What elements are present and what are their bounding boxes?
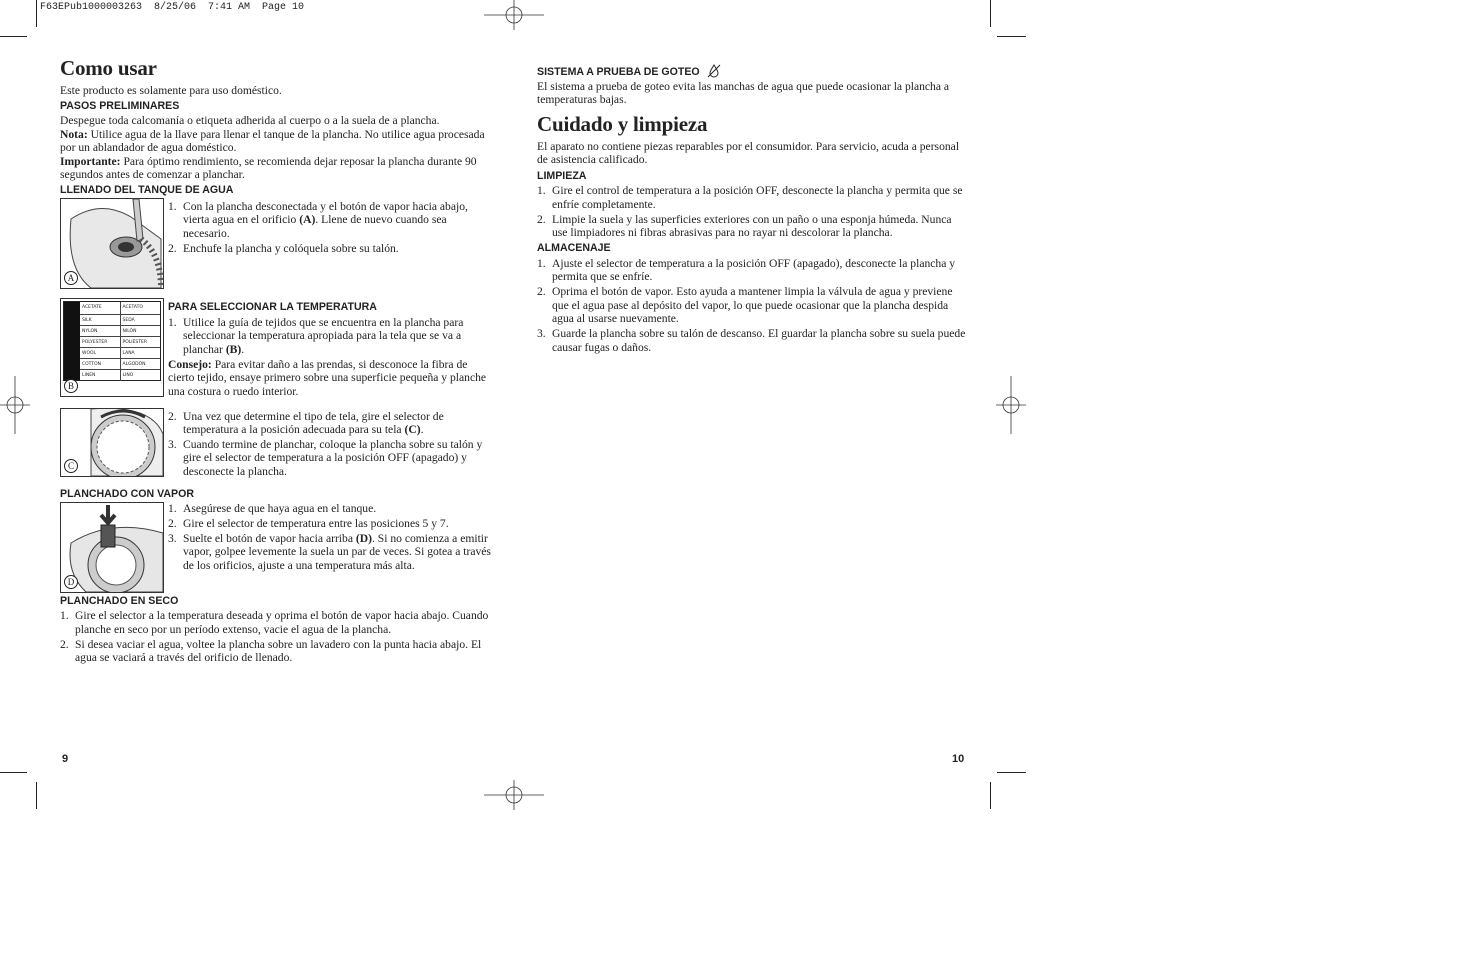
list-text-part: Con la plancha desconectada y el botón de vapor hacia abajo, vierta agua en el orificio	[183, 200, 468, 227]
vapor-block	[60, 502, 491, 593]
page-title-cuidado: Cuidado y limpieza	[537, 111, 708, 136]
registration-mark	[996, 376, 1026, 434]
list-number: 1.	[537, 257, 546, 271]
registration-mark	[484, 0, 544, 30]
list-text	[183, 410, 491, 437]
list-number: 1.	[168, 501, 177, 515]
list-text: Guarde la plancha sobre su talón de descanso. El guardar la plancha sobre su suela puede causar fugas o daños.	[552, 327, 966, 354]
list-text-part: Utilice la guía de tejidos que se encuentra en la plancha para seleccionar la temperatura apropiada para la tela que se va a planchar	[183, 316, 464, 356]
list-number: 2.	[168, 409, 177, 423]
almacenaje-heading: ALMACENAJE	[537, 242, 611, 255]
consejo-label: Consejo:	[168, 357, 212, 371]
figure-label-a: A	[64, 271, 78, 285]
temperatura-block	[60, 298, 491, 398]
fabric-guide	[63, 301, 161, 381]
goteo-heading	[537, 64, 969, 79]
list-number: 2.	[60, 637, 69, 651]
intro-text: Este producto es solamente para uso doméstico.	[60, 84, 282, 97]
list-number: 2.	[168, 241, 177, 255]
list-text	[183, 532, 491, 572]
temperatura-text	[164, 298, 491, 398]
list-text-part: Una vez que determine el tipo de tela, gire el selector de temperatura a la posición adecuada para su tela	[183, 409, 444, 437]
vapor-steps	[164, 502, 491, 574]
list-number: 2.	[537, 285, 546, 299]
fabric-guide-cell: ACETATO	[122, 305, 143, 311]
list-text: Enchufe la plancha y colóquela sobre su talón.	[183, 241, 399, 255]
print-slug: F63EPub1000003263 8/25/06 7:41 AM Page 10	[40, 2, 305, 13]
list-item	[168, 316, 491, 356]
list-item	[537, 257, 969, 284]
list-item	[168, 502, 491, 515]
limpieza-heading: LIMPIEZA	[537, 169, 587, 182]
left-page	[60, 56, 491, 666]
pasos-text: Despegue toda calcomanía o etiqueta adherida al cuerpo o a la suela de a plancha.	[60, 114, 440, 128]
list-text-part: . Si no comienza a emitir vapor, golpee levemente la suela un par de veces. Si gotea a través de los orificios, ajuste a una temperatura más alta.	[183, 531, 491, 572]
list-item	[168, 517, 491, 530]
list-item	[168, 200, 491, 240]
fabric-guide-cell: ACETATE	[80, 302, 121, 313]
goteo-text: El sistema a prueba de goteo evita las manchas de agua que puede ocasionar la plancha a temperaturas bajas.	[537, 80, 950, 107]
list-text	[183, 200, 491, 240]
temperatura-heading: PARA SELECCIONAR LA TEMPERATURA	[168, 301, 377, 314]
list-text-part: Suelte el botón de vapor hacia arriba	[183, 531, 356, 545]
figure-b	[60, 298, 164, 397]
list-text: Ajuste el selector de temperatura a la posición OFF (apagado), desconecte la plancha y permita que se enfríe.	[552, 257, 956, 284]
fabric-guide-cell: POLIÉSTER	[122, 339, 148, 345]
list-item	[60, 609, 491, 636]
cuidado-intro: El aparato no contiene piezas reparables por el consumidor. Para servicio, acuda a personal de asistencia calificado.	[537, 139, 960, 167]
list-text: Gire el selector a la temperatura deseada y oprima el botón de vapor hacia abajo. Cuando planche en seco por un período extenso, vacie el agua de la plancha.	[75, 609, 489, 636]
list-number: 1.	[60, 609, 69, 623]
crop-mark	[997, 36, 1026, 37]
list-text: Oprima el botón de vapor. Esto ayuda a mantener limpia la válvula de agua y previene que el agua pase al depósito del vapor, lo que puede ocasionar que la plancha despida agua al usarse nuevamente.	[552, 285, 953, 326]
vapor-heading: PLANCHADO CON VAPOR	[60, 487, 194, 500]
crop-mark	[990, 0, 991, 27]
fabric-guide-cell: WOOL	[80, 348, 121, 359]
pasos-heading: PASOS PRELIMINARES	[60, 100, 180, 113]
list-text: Asegúrese de que haya agua en el tanque.	[183, 501, 377, 515]
nota-label: Nota:	[60, 127, 88, 141]
list-item	[168, 532, 491, 572]
importante-paragraph	[60, 155, 491, 182]
figure-ref-a: (A)	[299, 213, 316, 227]
importante-label: Importante:	[60, 154, 121, 168]
almacenaje-list	[537, 257, 969, 354]
list-item	[168, 438, 491, 478]
crop-mark	[36, 782, 37, 809]
list-text: Si desea vaciar el agua, voltee la plancha sobre un lavadero con la punta hacia abajo. El agua se vaciará a través del orificio de llenado.	[75, 637, 482, 665]
nota-text: Utilice agua de la llave para llenar el tanque de la plancha. No utilice agua procesada por un ablandador de agua doméstico.	[60, 127, 485, 155]
nota-paragraph	[60, 128, 491, 155]
goteo-heading-text: SISTEMA A PRUEBA DE GOTEO	[537, 66, 700, 78]
crop-mark	[0, 36, 27, 37]
list-text-part: .	[241, 342, 245, 356]
figure-label-c: C	[64, 459, 78, 473]
llenado-block	[60, 198, 491, 289]
anti-drip-icon	[707, 64, 721, 78]
seco-list	[60, 609, 491, 664]
page-number-left: 9	[62, 753, 69, 765]
crop-mark	[0, 772, 27, 773]
list-number: 1.	[168, 200, 177, 214]
list-number: 3.	[537, 327, 546, 341]
fabric-guide-cell: LINO	[122, 373, 134, 379]
llenado-heading: LLENADO DEL TANQUE DE AGUA	[60, 184, 234, 197]
list-item	[60, 638, 491, 665]
fabric-guide-cell: COTTON	[80, 359, 121, 370]
list-item	[168, 410, 491, 437]
fabric-guide-row	[80, 302, 160, 313]
list-number: 3.	[168, 438, 177, 452]
selector-steps	[164, 408, 491, 480]
fabric-guide-cell: NYLON	[80, 326, 121, 337]
fabric-guide-row	[80, 369, 160, 381]
consejo-paragraph	[168, 358, 491, 398]
fabric-guide-cell: LINEN	[80, 370, 121, 381]
importante-text: Para óptimo rendimiento, se recomienda dejar reposar la plancha durante 90 segundos antes de comenzar a planchar.	[60, 154, 477, 182]
list-text: Cuando termine de planchar, coloque la plancha sobre su talón y gire el selector de temperatura a la posición OFF (apagado) y desconecte la plancha.	[183, 438, 483, 478]
figure-d	[60, 502, 164, 593]
list-text-part: . Llene de nuevo cuando sea necesario.	[183, 213, 447, 240]
fabric-guide-cell: NILÓN	[122, 328, 137, 334]
fabric-guide-cell: SEDA	[122, 317, 135, 323]
figure-ref-c: (C)	[404, 423, 421, 437]
list-item	[537, 285, 969, 325]
crop-mark	[990, 782, 991, 809]
registration-mark	[0, 376, 30, 434]
list-text: Gire el control de temperatura a la posición OFF, desconecte la plancha y permita que se enfríe completamente.	[552, 184, 963, 211]
list-text: Gire el selector de temperatura entre las posiciones 5 y 7.	[183, 516, 449, 530]
figure-label-d: D	[64, 575, 78, 589]
limpieza-list	[537, 184, 969, 239]
registration-mark	[484, 780, 544, 810]
list-number: 2.	[168, 516, 177, 530]
crop-mark	[36, 0, 37, 27]
list-number: 1.	[537, 184, 546, 198]
list-item	[537, 184, 969, 211]
list-number: 3.	[168, 531, 177, 545]
list-item	[168, 242, 491, 255]
list-number: 1.	[168, 316, 177, 330]
fabric-guide-rows	[80, 302, 160, 380]
figure-ref-d: (D)	[355, 531, 372, 545]
list-text: Limpie la suela y las superficies exteriores con un paño o una esponja húmeda. Nunca use limpiadores ni fibras abrasivas para no rayar ni descolorar la plancha.	[552, 212, 952, 240]
list-item	[537, 213, 969, 240]
list-item	[537, 327, 969, 354]
right-page	[537, 64, 969, 356]
fabric-guide-cell: POLYESTER	[80, 337, 121, 348]
figure-c	[60, 408, 164, 477]
fabric-guide-cell: SILK	[80, 315, 121, 326]
page-title-como-usar: Como usar	[60, 56, 157, 80]
page-number-right: 10	[952, 753, 965, 765]
list-number: 2.	[537, 212, 546, 226]
consejo-text: Para evitar daño a las prendas, si desconoce la fibra de cierto tejido, ensaye primero sobre una superficie pequeña y planche una costura o ruedo interior.	[168, 357, 487, 398]
list-text	[183, 316, 491, 356]
fabric-guide-cell: ALGODÓN	[122, 362, 146, 368]
seco-heading: PLANCHADO EN SECO	[60, 594, 179, 607]
crop-mark	[997, 772, 1026, 773]
list-text-part: .	[420, 423, 424, 437]
figure-label-b: B	[64, 379, 78, 393]
fabric-guide-cell: LANA	[122, 351, 135, 356]
figure-ref-b: (B)	[225, 342, 242, 356]
selector-block	[60, 408, 491, 480]
figure-a	[60, 198, 164, 289]
llenado-steps	[164, 198, 491, 256]
